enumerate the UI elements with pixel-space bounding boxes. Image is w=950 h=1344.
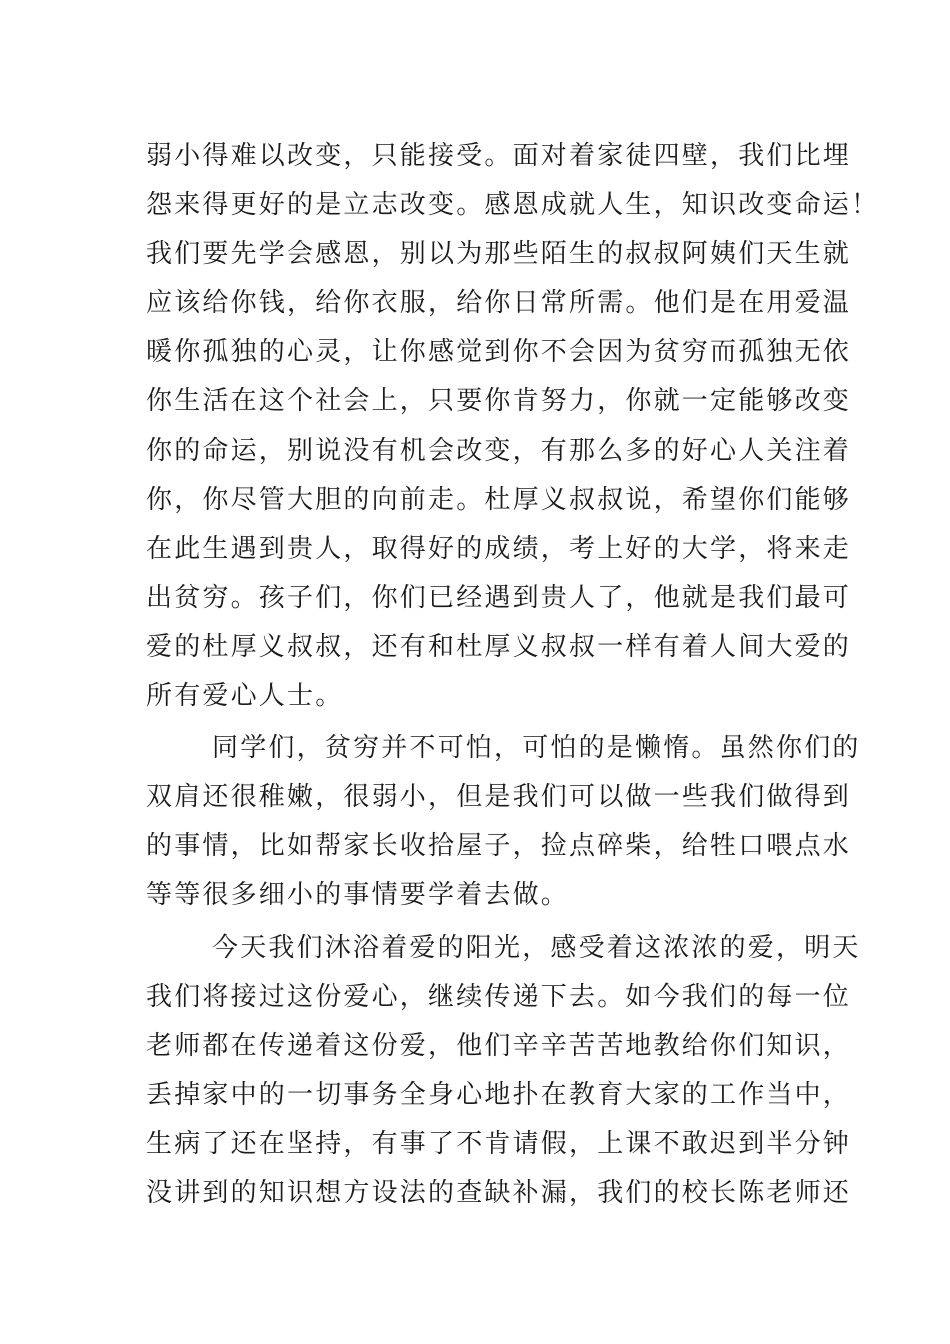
text-line: 弱小得难以改变，只能接受。面对着家徒四壁，我们比埋	[146, 141, 852, 171]
text-line: 应该给你钱，给你衣服，给你日常所需。他们是在用爱温	[146, 288, 852, 319]
text-line: 在此生遇到贵人，取得好的成绩，考上好的大学，将来走	[146, 533, 852, 564]
text-line: 爱的杜厚义叔叔，还有和杜厚义叔叔一样有着人间大爱的	[146, 631, 852, 662]
text-line: 的事情，比如帮家长收拾屋子，捡点碎柴，给牲口喂点水	[146, 831, 852, 862]
paragraph-3	[146, 924, 861, 1219]
text-line: 双肩还很稚嫩，很弱小，但是我们可以做一些我们做得到	[146, 782, 852, 813]
text-line: 怨来得更好的是立志改变。感恩成就人生，知识改变命运！	[146, 190, 880, 221]
body-text	[146, 132, 880, 1218]
paragraph-1	[146, 132, 880, 721]
text-line: 今天我们沐浴着爱的阳光，感受着这浓浓的爱，明天	[212, 932, 861, 963]
paragraph-2	[146, 724, 861, 920]
text-line: 你的命运，别说没有机会改变，有那么多的好心人关注着	[146, 435, 852, 466]
text-line: 同学们，贫穷并不可怕，可怕的是懒惰。虽然你们的	[212, 733, 861, 764]
text-line: 所有爱心人士。	[146, 681, 344, 712]
text-line: 等等很多细小的事情要学着去做。	[146, 880, 570, 911]
text-line: 你，你尽管大胆的向前走。杜厚义叔叔说，希望你们能够	[146, 484, 852, 515]
text-line: 暖你孤独的心灵，让你感觉到你不会因为贫穷而孤独无依	[146, 337, 852, 368]
text-line: 老师都在传递着这份爱，他们辛辛苦苦地教给你们知识，	[146, 1030, 852, 1061]
text-line: 生病了还在坚持，有事了不肯请假，上课不敢迟到半分钟	[146, 1128, 852, 1159]
text-line: 你生活在这个社会上，只要你肯努力，你就一定能够改变	[146, 386, 852, 417]
text-line: 我们要先学会感恩，别以为那些陌生的叔叔阿姨们天生就	[146, 239, 852, 270]
text-line: 出贫穷。孩子们，你们已经遇到贵人了，他就是我们最可	[146, 582, 852, 613]
text-line: 我们将接过这份爱心，继续传递下去。如今我们的每一位	[146, 981, 852, 1012]
text-line: 丢掉家中的一切事务全身心地扑在教育大家的工作当中，	[146, 1079, 852, 1110]
text-line: 没讲到的知识想方设法的查缺补漏，我们的校长陈老师还	[146, 1177, 852, 1208]
